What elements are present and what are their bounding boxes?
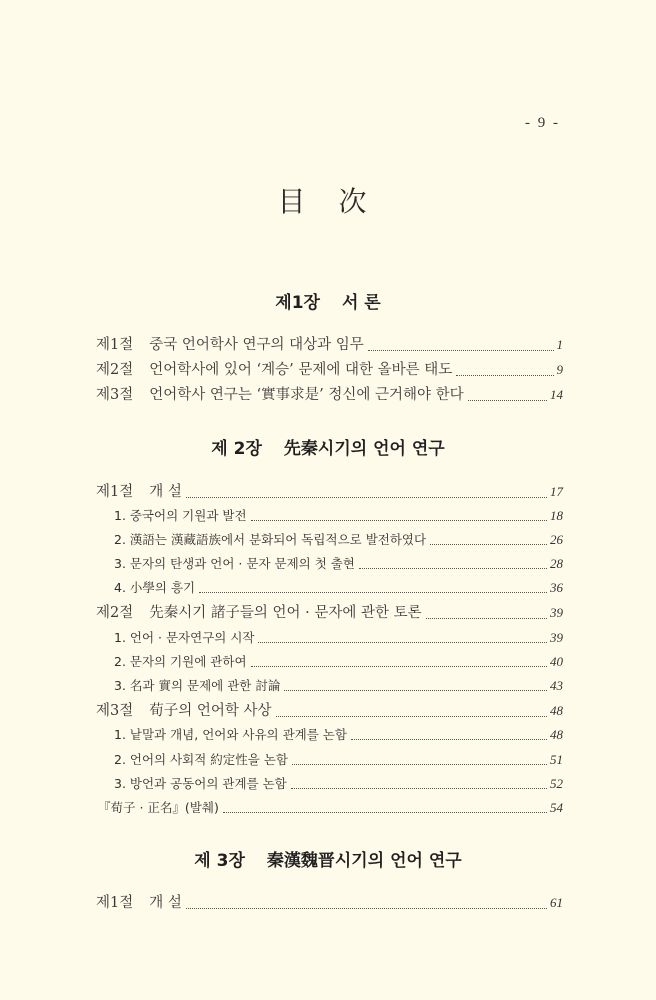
entry-page: 26 — [550, 532, 563, 547]
dot-leader — [291, 788, 547, 789]
dot-leader — [368, 350, 554, 351]
entry-page: 17 — [550, 484, 563, 499]
dot-leader — [351, 739, 547, 740]
dot-leader — [456, 375, 553, 376]
entry-page: 40 — [550, 654, 563, 669]
entry-page: 39 — [550, 605, 563, 620]
chapter-title: 先秦시기의 언어 연구 — [283, 439, 445, 459]
dot-leader — [251, 666, 547, 667]
toc-entry[interactable] — [0, 652, 656, 674]
dot-leader — [199, 592, 547, 593]
dot-leader — [284, 690, 547, 691]
entry-title: 중국 언어학사 연구의 대상과 임무 — [149, 337, 364, 353]
toc-entry[interactable] — [0, 530, 656, 552]
toc-entry[interactable] — [0, 774, 656, 796]
chapter-number: 제1장 — [275, 293, 320, 313]
section-number: 제1절 — [96, 484, 134, 500]
entry-page: 36 — [550, 580, 563, 595]
toc-entry[interactable] — [0, 676, 656, 698]
entry-page: 48 — [550, 703, 563, 718]
toc-entry[interactable] — [0, 333, 656, 355]
toc-entry[interactable] — [0, 628, 656, 650]
chapter-title: 서 론 — [341, 293, 381, 313]
dot-leader — [468, 400, 547, 401]
entry-title: 개 설 — [149, 895, 182, 911]
dot-leader — [186, 908, 547, 909]
entry-title: 언어학사에 있어 ‘계승’ 문제에 대한 올바른 태도 — [149, 362, 453, 378]
chapter-title: 秦漢魏晋시기의 언어 연구 — [266, 851, 462, 871]
entry-title: 『荀子 · 正名』(발췌) — [98, 800, 219, 815]
entry-title: 개 설 — [149, 484, 182, 500]
entry-page: 18 — [550, 508, 563, 523]
entry-page: 43 — [550, 678, 563, 693]
section-number: 제2절 — [96, 605, 134, 621]
chapter-heading — [0, 288, 656, 313]
dot-leader — [258, 642, 547, 643]
entry-page: 48 — [550, 727, 563, 742]
page-number: - 9 - — [525, 115, 560, 131]
toc-title: 目 次 — [277, 185, 379, 218]
section-number: 제3절 — [96, 387, 134, 403]
toc-entry[interactable] — [0, 578, 656, 600]
chapter-number: 제 2장 — [211, 439, 262, 459]
dot-leader — [426, 618, 547, 619]
toc-entry[interactable] — [0, 358, 656, 380]
entry-title: 2. 문자의 기원에 관하여 — [114, 654, 247, 669]
section-number: 제1절 — [96, 895, 134, 911]
entry-page: 52 — [550, 776, 563, 791]
entry-title: 1. 낱말과 개념, 언어와 사유의 관계를 논함 — [114, 727, 347, 742]
entry-title: 3. 방언과 공동어의 관계를 논함 — [114, 776, 287, 791]
chapter-heading — [0, 846, 656, 871]
toc-entry[interactable] — [0, 601, 656, 623]
dot-leader — [276, 716, 547, 717]
entry-title: 1. 언어 · 문자연구의 시작 — [114, 630, 255, 645]
entry-title: 1. 중국어의 기원과 발전 — [114, 508, 247, 523]
entry-page: 39 — [550, 630, 563, 645]
toc-entry[interactable] — [0, 798, 656, 820]
entry-page: 14 — [550, 387, 563, 402]
toc-entry[interactable] — [0, 480, 656, 502]
entry-title: 先秦시기 諸子들의 언어 · 문자에 관한 토론 — [149, 605, 422, 621]
dot-leader — [251, 520, 547, 521]
entry-title: 2. 언어의 사회적 約定性을 논함 — [114, 752, 288, 767]
dot-leader — [292, 764, 547, 765]
toc-entry[interactable] — [0, 891, 656, 913]
toc-entry[interactable] — [0, 554, 656, 576]
toc-entry[interactable] — [0, 506, 656, 528]
section-number: 제1절 — [96, 337, 134, 353]
dot-leader — [430, 544, 547, 545]
dot-leader — [223, 812, 547, 813]
entry-title: 3. 名과 實의 문제에 관한 討論 — [114, 678, 281, 693]
dot-leader — [186, 497, 547, 498]
chapter-heading — [0, 434, 656, 459]
chapter-number: 제 3장 — [194, 851, 245, 871]
toc-entry[interactable] — [0, 383, 656, 405]
entry-title: 언어학사 연구는 ‘實事求是’ 정신에 근거해야 한다 — [149, 387, 464, 403]
entry-page: 61 — [550, 895, 563, 910]
toc-entry[interactable] — [0, 750, 656, 772]
entry-page: 54 — [550, 800, 563, 815]
entry-title: 4. 小學의 흥기 — [114, 580, 196, 595]
toc-entry[interactable] — [0, 725, 656, 747]
entry-page: 28 — [550, 556, 563, 571]
entry-title: 荀子의 언어학 사상 — [149, 703, 272, 719]
entry-title: 3. 문자의 탄생과 언어 · 문자 문제의 첫 출현 — [114, 556, 355, 571]
section-number: 제2절 — [96, 362, 134, 378]
dot-leader — [359, 568, 547, 569]
entry-page: 51 — [550, 752, 563, 767]
section-number: 제3절 — [96, 703, 134, 719]
entry-title: 2. 漢語는 漢藏語族에서 분화되어 독립적으로 발전하였다 — [114, 532, 427, 547]
toc-entry[interactable] — [0, 699, 656, 721]
entry-page: 1 — [556, 337, 563, 352]
entry-page: 9 — [556, 362, 563, 377]
